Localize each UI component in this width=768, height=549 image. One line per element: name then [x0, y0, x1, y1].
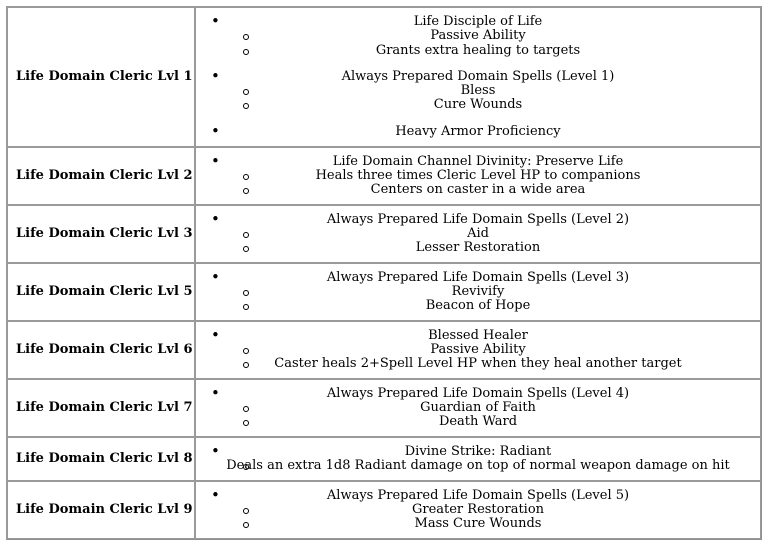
feature-title: • Life Disciple of Life — [413, 14, 543, 30]
table-row — [7, 437, 761, 481]
feature-title: • Always Prepared Domain Spells (Level 1) — [341, 68, 615, 84]
features-cell — [195, 321, 761, 379]
feature-detail: Deals an extra 1d8 Radiant damage on top of normal weapon damage on hit — [196, 459, 760, 473]
feature-detail-list — [196, 169, 760, 197]
features-cell — [195, 263, 761, 321]
feature-item — [196, 271, 760, 314]
feature-detail: Heals three times Cleric Level HP to companions — [196, 169, 760, 183]
level-cell: Life Domain Cleric Lvl 5 — [7, 263, 195, 321]
feature-title: • Life Domain Channel Divinity: Preserve Life — [332, 153, 624, 169]
cleric-levels-table — [6, 6, 762, 540]
feature-title: • Always Prepared Life Domain Spells (Level 3) — [326, 269, 630, 285]
feature-detail-list — [196, 401, 760, 429]
table-row — [7, 7, 761, 147]
table-body — [7, 7, 761, 539]
features-cell — [195, 147, 761, 205]
table-row — [7, 481, 761, 539]
features-cell — [195, 205, 761, 263]
feature-detail: Mass Cure Wounds — [196, 517, 760, 531]
features-cell — [195, 7, 761, 147]
level-cell: Life Domain Cleric Lvl 3 — [7, 205, 195, 263]
level-cell: Life Domain Cleric Lvl 9 — [7, 481, 195, 539]
feature-detail: Passive Ability — [196, 29, 760, 43]
feature-detail: Bless — [196, 84, 760, 98]
feature-detail: Centers on caster in a wide area — [196, 183, 760, 197]
feature-title: • Always Prepared Life Domain Spells (Level 4) — [326, 385, 630, 401]
feature-detail: Lesser Restoration — [196, 241, 760, 255]
feature-list — [196, 445, 760, 473]
feature-list — [196, 387, 760, 430]
feature-detail-list — [196, 29, 760, 57]
feature-detail: Passive Ability — [196, 343, 760, 357]
feature-detail: Grants extra healing to targets — [196, 44, 760, 58]
feature-item — [196, 15, 760, 58]
table-row — [7, 147, 761, 205]
feature-title: • Divine Strike: Radiant — [404, 443, 552, 459]
table-row — [7, 263, 761, 321]
level-cell: Life Domain Cleric Lvl 8 — [7, 437, 195, 481]
feature-detail: Beacon of Hope — [196, 299, 760, 313]
feature-list — [196, 15, 760, 138]
features-cell — [195, 379, 761, 437]
feature-detail: Revivify — [196, 285, 760, 299]
feature-item — [196, 155, 760, 198]
feature-list — [196, 329, 760, 372]
feature-title: • Always Prepared Life Domain Spells (Level 2) — [326, 211, 630, 227]
feature-title: • Blessed Healer — [428, 327, 528, 343]
feature-list — [196, 271, 760, 314]
feature-item — [196, 125, 760, 139]
feature-list — [196, 489, 760, 532]
feature-detail-list — [196, 84, 760, 112]
feature-detail-list — [196, 285, 760, 313]
feature-detail: Cure Wounds — [196, 98, 760, 112]
feature-item — [196, 70, 760, 113]
table-row — [7, 321, 761, 379]
feature-title: • Always Prepared Life Domain Spells (Level 5) — [326, 487, 630, 503]
feature-list — [196, 155, 760, 198]
feature-item — [196, 489, 760, 532]
features-cell — [195, 437, 761, 481]
table-row — [7, 205, 761, 263]
feature-item — [196, 329, 760, 372]
feature-detail: Caster heals 2+Spell Level HP when they heal another target — [196, 357, 760, 371]
feature-detail: Guardian of Faith — [196, 401, 760, 415]
feature-detail-list — [196, 343, 760, 371]
feature-list — [196, 213, 760, 256]
feature-item — [196, 387, 760, 430]
table-row — [7, 379, 761, 437]
level-cell: Life Domain Cleric Lvl 6 — [7, 321, 195, 379]
features-cell — [195, 481, 761, 539]
feature-item — [196, 213, 760, 256]
feature-detail: Aid — [196, 227, 760, 241]
feature-detail-list — [196, 227, 760, 255]
feature-title: • Heavy Armor Proficiency — [395, 123, 561, 139]
level-cell: Life Domain Cleric Lvl 7 — [7, 379, 195, 437]
level-cell: Life Domain Cleric Lvl 1 — [7, 7, 195, 147]
feature-detail-list — [196, 503, 760, 531]
feature-detail-list — [196, 459, 760, 473]
feature-detail: Greater Restoration — [196, 503, 760, 517]
feature-detail: Death Ward — [196, 415, 760, 429]
level-cell: Life Domain Cleric Lvl 2 — [7, 147, 195, 205]
feature-item — [196, 445, 760, 473]
